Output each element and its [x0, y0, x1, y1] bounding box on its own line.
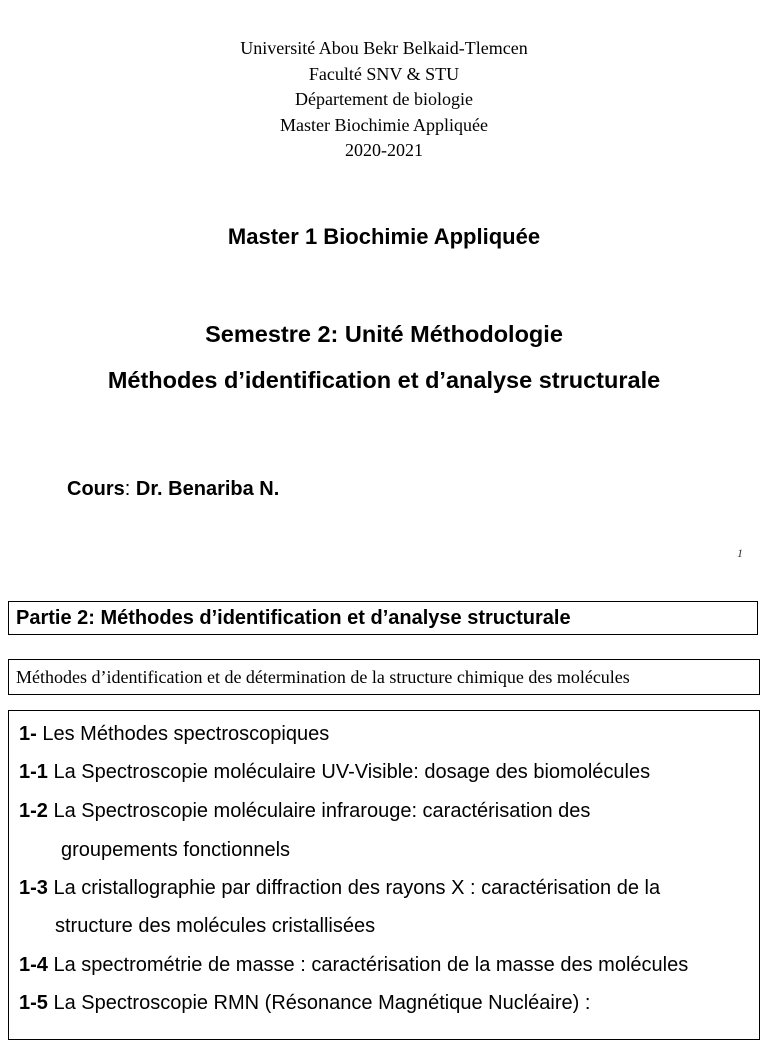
list-item: 1-3 La cristallographie par diffraction des rayons X : caractérisation de la: [19, 877, 661, 899]
list-item: 1-5 La Spectroscopie RMN (Résonance Magnétique Nucléaire) :: [19, 992, 591, 1014]
page-number: 1: [737, 546, 743, 560]
program-title: Master 1 Biochimie Appliquée: [227, 224, 541, 249]
academic-year: 2020-2021: [345, 140, 423, 160]
subtitle-box: [8, 659, 760, 695]
master-name: Master Biochimie Appliquée: [280, 114, 488, 135]
department-name: Département de biologie: [295, 89, 473, 109]
list-item: 1-4 La spectrométrie de masse : caractérisation de la masse des molécules: [19, 954, 689, 976]
faculty-name: Faculté SNV & STU: [308, 63, 460, 84]
list-item: 1- Les Méthodes spectroscopiques: [19, 723, 330, 745]
methods-list: [8, 710, 760, 1040]
course-title: Méthodes d’identification et d’analyse structurale: [107, 367, 661, 393]
list-item-continuation: groupements fonctionnels: [61, 839, 291, 861]
subtitle: Méthodes d’identification et de détermination de la structure chimique des molécules: [16, 667, 630, 687]
course-separator: :: [124, 478, 136, 500]
list-item: 1-1 La Spectroscopie moléculaire UV-Visible: dosage des biomolécules: [19, 761, 651, 783]
course-label: Cours: [67, 478, 125, 500]
institution-header: [0, 36, 768, 164]
part-title-box: [8, 601, 758, 635]
instructor-name: Dr. Benariba N.: [135, 478, 280, 500]
university-name: Université Abou Bekr Belkaid-Tlemcen: [240, 38, 528, 58]
semester-title: Semestre 2: Unité Méthodologie: [205, 321, 563, 347]
list-item-continuation: structure des molécules cristallisées: [55, 915, 376, 937]
list-item: 1-2 La Spectroscopie moléculaire infrarouge: caractérisation des: [19, 800, 591, 822]
part-title: Partie 2: Méthodes d’identification et d’analyse structurale: [16, 607, 571, 629]
instructor-line: [67, 478, 279, 501]
